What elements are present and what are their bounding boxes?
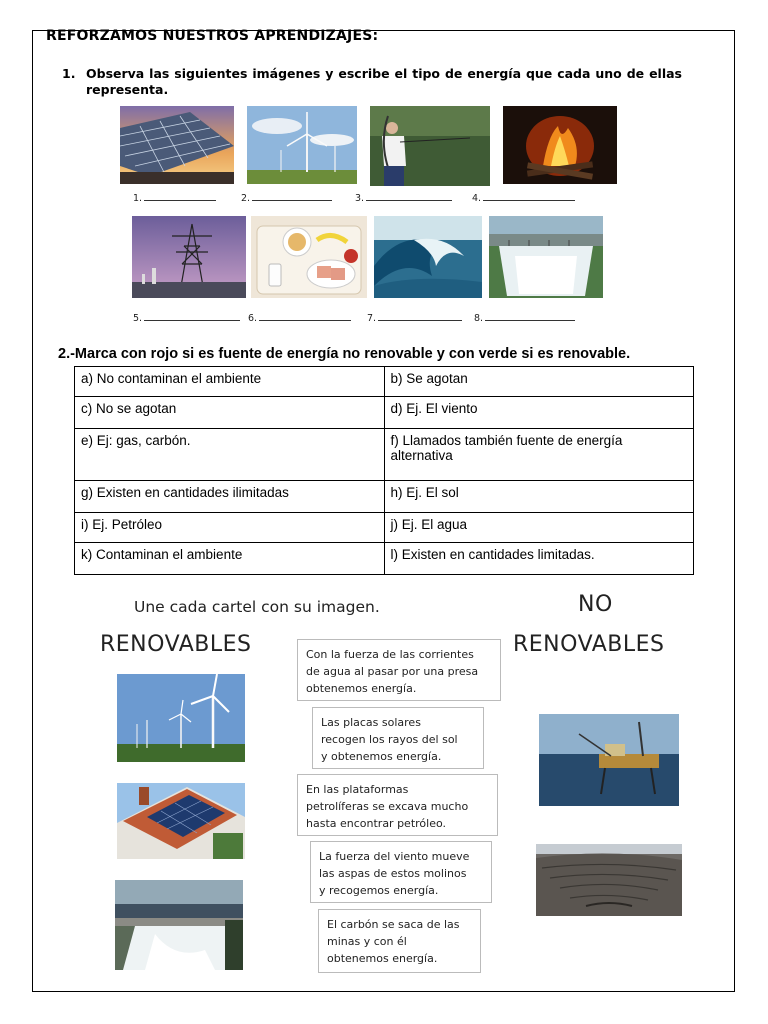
table-row [75,513,694,543]
no-heading: NO [578,592,613,617]
coal-mine-image[interactable] [536,844,682,916]
table-cell[interactable]: k) Contaminan el ambiente [75,543,385,575]
oil-platform-image[interactable] [539,714,679,806]
solar-panels-image [120,106,234,184]
page-title: REFORZAMOS NUESTROS APRENDIZAJES: [46,28,379,44]
answer-number-4: 4. [472,193,482,204]
answer-blank-3[interactable] [355,192,452,204]
table-row [75,481,694,513]
matching-card-4[interactable]: La fuerza del viento mueve las aspas de estos molinos y recogemos energía. [310,841,492,903]
table-cell[interactable]: g) Existen en cantidades ilimitadas [75,481,385,513]
answer-blank-5[interactable] [133,312,240,324]
answer-blank-2[interactable] [241,192,332,204]
matching-card-2[interactable]: Las placas solares recogen los rayos del sol y obtenemos energía. [312,707,484,769]
answer-number-3: 3. [355,193,365,204]
answer-number-7: 7. [367,313,377,324]
table-cell[interactable]: d) Ej. El viento [384,397,694,429]
power-tower-image [132,216,246,298]
question-1 [62,66,682,98]
table-cell[interactable]: j) Ej. El agua [384,513,694,543]
answer-blank-7[interactable] [367,312,462,324]
answer-number-6: 6. [248,313,258,324]
answer-blank-6[interactable] [248,312,351,324]
table-row [75,429,694,481]
table-cell[interactable]: f) Llamados también fuente de energía alternativa [384,429,694,481]
table-cell[interactable]: l) Existen en cantidades limitadas. [384,543,694,575]
table-cell[interactable]: a) No contaminan el ambiente [75,367,385,397]
answer-number-5: 5. [133,313,143,324]
dam-waterfall-image [489,216,603,298]
matching-card-3[interactable]: En las plataformas petrolíferas se excava mucho hasta encontrar petróleo. [297,774,498,836]
table-row [75,397,694,429]
answer-number-8: 8. [474,313,484,324]
archer-image [370,106,490,186]
no-renovables-heading: RENOVABLES [513,632,665,657]
question-2: 2.-Marca con rojo si es fuente de energía no renovable y con verde si es renovable. [58,346,631,362]
ocean-wave-image [374,216,482,298]
wind-turbine-image [247,106,357,184]
wind-farm-image[interactable] [117,674,245,762]
table-cell[interactable]: b) Se agotan [384,367,694,397]
answer-number-1: 1. [133,193,143,204]
campfire-image [503,106,617,184]
table-row [75,543,694,575]
answer-blank-8[interactable] [474,312,575,324]
energy-classification-table [74,366,694,575]
question-1-number: 1. [62,66,76,81]
matching-card-1[interactable]: Con la fuerza de las corrientes de agua al pasar por una presa obtenemos energía. [297,639,501,701]
table-row [75,367,694,397]
table-cell[interactable]: c) No se agotan [75,397,385,429]
answer-blank-4[interactable] [472,192,575,204]
answer-blank-1[interactable] [133,192,216,204]
breakfast-tray-image [251,216,367,298]
table-cell[interactable]: h) Ej. El sol [384,481,694,513]
table-cell[interactable]: e) Ej: gas, carbón. [75,429,385,481]
solar-roof-image[interactable] [117,783,245,859]
table-cell[interactable]: i) Ej. Petróleo [75,513,385,543]
dam-image[interactable] [115,880,243,970]
matching-instruction: Une cada cartel con su imagen. [134,598,380,616]
question-1-text: Observa las siguientes imágenes y escribe el tipo de energía que cada uno de ellas representa. [86,66,682,97]
matching-card-5[interactable]: El carbón se saca de las minas y con él obtenemos energía. [318,909,481,973]
renovables-heading: RENOVABLES [100,632,252,657]
answer-number-2: 2. [241,193,251,204]
